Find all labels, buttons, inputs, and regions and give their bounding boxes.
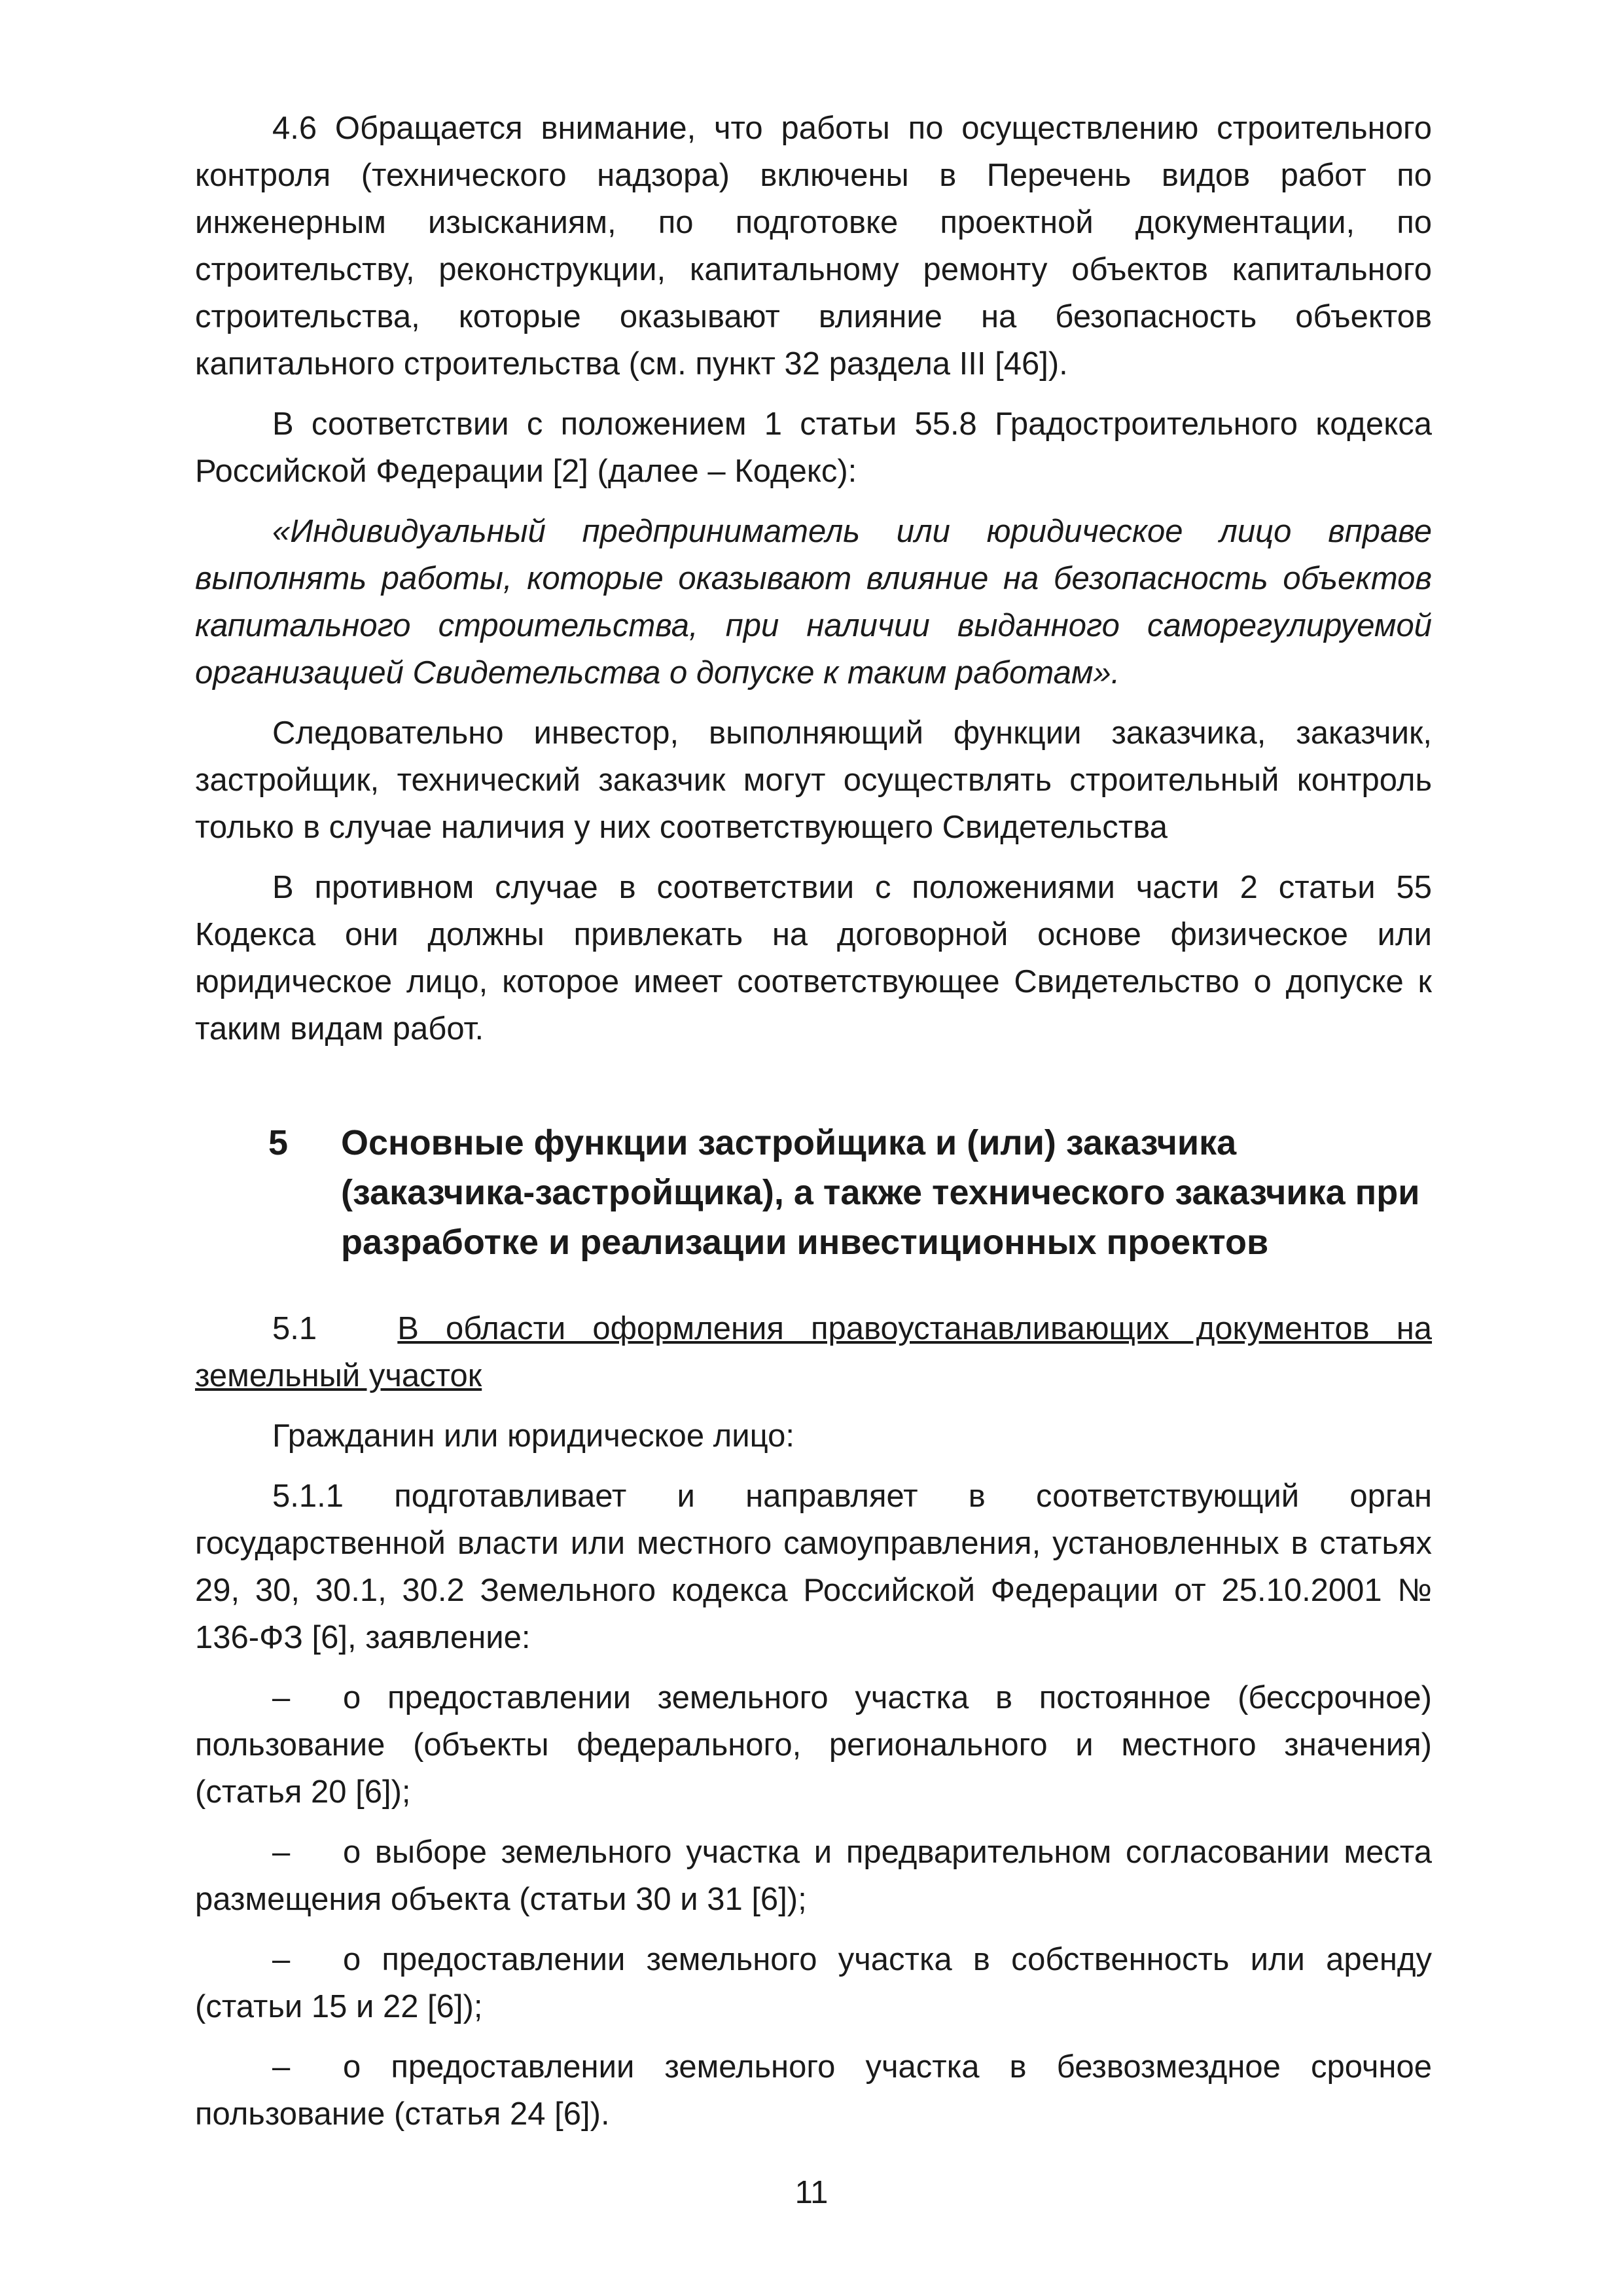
subsection-5-1 bbox=[195, 1305, 1432, 1399]
list-item-text: о предоставлении земельного участка в безвозмездное срочное пользование (статья 24 [6]). bbox=[195, 2049, 1432, 2132]
document-page bbox=[195, 105, 1432, 2151]
paragraph-consequently: Следовательно инвестор, выполняющий функции заказчика, заказчик, застройщик, технический заказчик могут осуществлять строительный контроль только в случае наличия у них соответствующего Свидетельства bbox=[195, 715, 1432, 845]
list-item-text: о предоставлении земельного участка в собственность или аренду (статьи 15 и 22 [6]); bbox=[195, 1942, 1432, 2024]
section-5-title: Основные функции застройщика и (или) заказчика (заказчика-застройщика), а также технического заказчика при разработке и реализации инвестиционных проектов bbox=[341, 1123, 1420, 1262]
subsection-5-1-number: 5.1 bbox=[272, 1311, 317, 1346]
list-item bbox=[195, 1674, 1432, 1816]
list-item-text: о предоставлении земельного участка в постоянное (бессрочное) пользование (объекты федерального, регионального и местного значения) (статья 20 [6]); bbox=[195, 1680, 1432, 1810]
list-item bbox=[195, 1936, 1432, 2030]
list-item-text: о выборе земельного участка и предварительном согласовании места размещения объекта (статьи 30 и 31 [6]); bbox=[195, 1835, 1432, 1917]
paragraph-5-1-1: 5.1.1 подготавливает и направляет в соответствующий орган государственной власти или местного самоуправления, установленных в статьях 29, 30, 30.1, 30.2 Земельного кодекса Российской Федерации от 25.10.2001 № 136-ФЗ [6], заявление: bbox=[195, 1479, 1432, 1655]
section-5-heading bbox=[195, 1118, 1432, 1267]
list-item bbox=[195, 2043, 1432, 2138]
paragraph-4-6: 4.6 Обращается внимание, что работы по осуществлению строительного контроля (технического надзора) включены в Перечень видов работ по инженерным изысканиям, по подготовке проектной документации, по строительству, реконструкции, капитальному ремонту объектов капитального строительства, которые оказывают влияние на безопасность объектов капитального строительства (см. пункт 32 раздела III [46]). bbox=[195, 111, 1432, 382]
list-dash: – bbox=[272, 1942, 291, 1977]
list-dash: – bbox=[272, 2049, 291, 2085]
paragraph-citizen: Гражданин или юридическое лицо: bbox=[272, 1418, 795, 1454]
list-dash: – bbox=[272, 1835, 291, 1870]
paragraph-code-reference: В соответствии с положением 1 статьи 55.8 Градостроительного кодекса Российской Федерации [2] (далее – Кодекс): bbox=[195, 406, 1432, 489]
list-dash: – bbox=[272, 1680, 291, 1715]
paragraph-otherwise: В противном случае в соответствии с положениями части 2 статьи 55 Кодекса они должны привлекать на договорной основе физическое или юридическое лицо, которое имеет соответствующее Свидетельство о допуске к таким видам работ. bbox=[195, 870, 1432, 1047]
paragraph-quote: «Индивидуальный предприниматель или юридическое лицо вправе выполнять работы, которые оказывают влияние на безопасность объектов капитального строительства, при наличии выданного саморегулируемой организацией Свидетельства о допуске к таким работам». bbox=[195, 514, 1432, 691]
subsection-5-1-title: В области оформления правоустанавливающих документов на земельный участок bbox=[195, 1311, 1433, 1393]
section-5-number: 5 bbox=[268, 1123, 289, 1162]
page-number: 11 bbox=[794, 2175, 829, 2210]
list-item bbox=[195, 1829, 1432, 1923]
